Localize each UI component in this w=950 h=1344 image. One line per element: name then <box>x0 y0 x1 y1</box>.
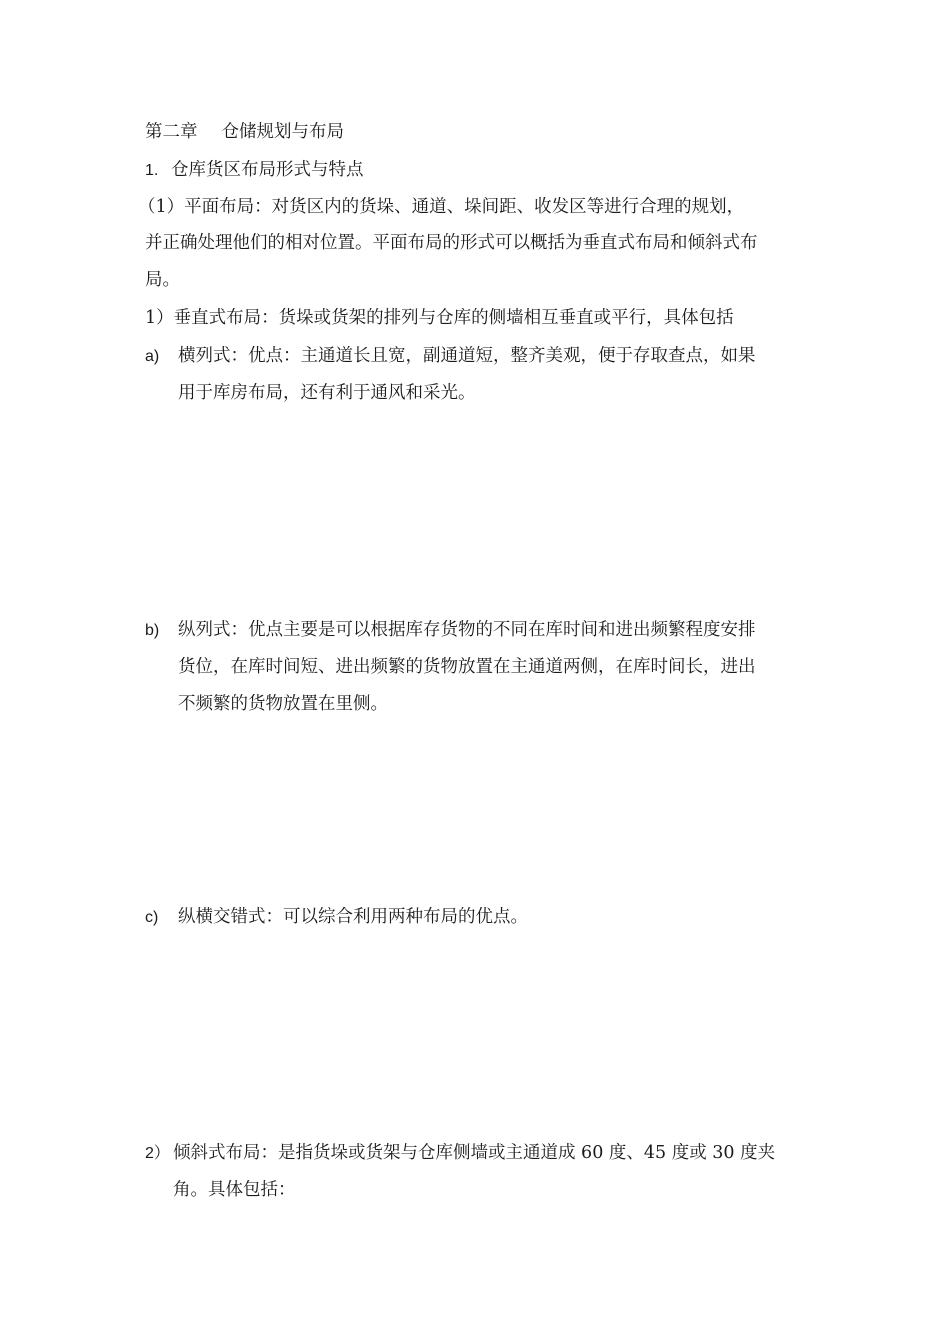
list-marker-c: c) <box>145 909 159 926</box>
section-heading <box>145 155 364 186</box>
list-item-b-line-1: 纵列式：优点主要是可以根据库存货物的不同在库时间和进出频繁程度安排 <box>178 620 756 640</box>
paragraph-1-line-2: 并正确处理他们的相对位置。平面布局的形式可以概括为垂直式布局和倾斜式布 <box>145 233 758 253</box>
list-item-b-line-2: 货位，在库时间短、进出频繁的货物放置在主通道两侧，在库时间长，进出 <box>178 657 756 677</box>
chapter-title: 仓储规划与布局 <box>221 122 344 142</box>
chapter-label: 第二章 <box>145 122 198 142</box>
list-marker-b: b) <box>145 622 160 639</box>
list-item-b <box>145 615 756 646</box>
inclined-layout-item <box>145 1138 775 1169</box>
list-item-c-line-1: 纵横交错式：可以综合利用两种布局的优点。 <box>178 907 528 927</box>
inclined-layout-line-2: 角。具体包括： <box>173 1180 296 1200</box>
section-number: 1. <box>145 162 159 179</box>
list-marker-a: a) <box>145 348 160 365</box>
inclined-layout-line-1: 倾斜式布局：是指货垛或货架与仓库侧墙或主通道成 60 度、45 度或 30 度夹 <box>173 1143 776 1163</box>
list-item-a-line-1: 横列式：优点：主通道长且宽，副通道短，整齐美观，便于存取查点，如果 <box>178 346 756 366</box>
list-item-a <box>145 341 756 372</box>
vertical-layout-heading: 1）垂直式布局：货垛或货架的排列与仓库的侧墙相互垂直或平行，具体包括 <box>145 308 734 328</box>
paragraph-1-line-3: 局。 <box>145 270 180 290</box>
section-title: 仓库货区布局形式与特点 <box>171 160 364 180</box>
list-item-c <box>145 902 528 933</box>
chapter-heading <box>145 117 344 147</box>
list-marker-2: 2） <box>145 1145 170 1162</box>
list-item-b-line-3: 不频繁的货物放置在里侧。 <box>178 694 388 714</box>
paragraph-1-line-1: （1）平面布局：对货区内的货垛、通道、垛间距、收发区等进行合理的规划， <box>138 197 745 217</box>
list-item-a-line-2: 用于库房布局，还有利于通风和采光。 <box>178 383 476 403</box>
